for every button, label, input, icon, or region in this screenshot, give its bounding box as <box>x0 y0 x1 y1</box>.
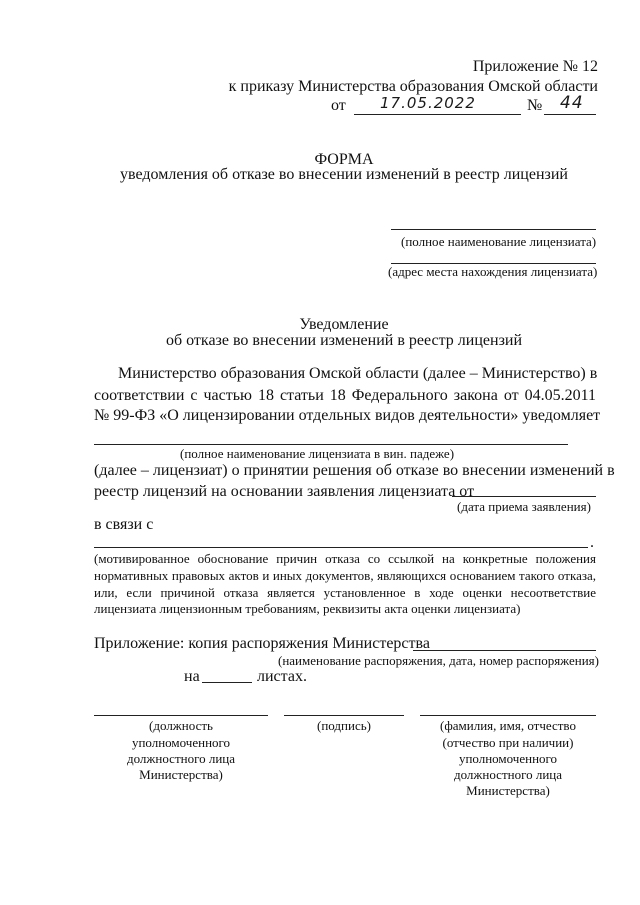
licensee-accusative-line <box>94 444 568 445</box>
sheets-line <box>202 682 252 683</box>
reason-line <box>94 547 588 548</box>
date-line <box>354 114 521 115</box>
number-prefix: № <box>527 97 543 114</box>
sheets-suffix: листах. <box>257 668 307 685</box>
order-reference: к приказу Министерства образования Омской области <box>228 78 598 95</box>
paragraph-1-line-1: Министерство образования Омской области (далее – Министерство) в <box>118 365 598 382</box>
application-date-caption: (дата приема заявления) <box>457 499 591 514</box>
reason-caption-line-1: (мотивированное обоснование причин отказа со ссылкой на конкретные положения <box>94 551 596 566</box>
full-name-line <box>420 715 596 716</box>
paragraph-1-line-2: соответствии с частью 18 статьи 18 Федерального закона от 04.05.2011 <box>94 387 596 404</box>
signature-caption: (подпись) <box>317 718 371 733</box>
full-name-caption-5: Министерства) <box>466 783 550 798</box>
position-caption-4: Министерства) <box>139 767 223 782</box>
position-caption-2: уполномоченного <box>131 735 231 750</box>
reason-caption-line-4: лицензиата лицензионным требованиям, реквизиты акта оценки лицензиата) <box>94 601 521 616</box>
form-title: ФОРМА <box>314 151 374 168</box>
licensee-accusative-caption: (полное наименование лицензиата в вин. падеже) <box>180 446 455 461</box>
appendix-number: Приложение № 12 <box>472 58 598 75</box>
full-name-caption-2: (отчество при наличии) <box>442 735 574 750</box>
position-line <box>94 715 268 716</box>
reason-period: . <box>590 534 594 551</box>
notice-subtitle: об отказе во внесении изменений в реестр лицензий <box>165 332 523 349</box>
attachment-label: Приложение: копия распоряжения Министерства <box>94 635 430 652</box>
paragraph-2-line-1: (далее – лицензиат) о принятии решения об отказе во внесении изменений в <box>94 462 615 479</box>
licensee-name-caption: (полное наименование лицензиата) <box>401 234 597 249</box>
order-number: 44 <box>560 93 584 113</box>
full-name-caption-4: должностного лица <box>453 767 563 782</box>
notice-title: Уведомление <box>299 316 389 333</box>
application-date-line <box>452 496 596 497</box>
attachment-caption: (наименование распоряжения, дата, номер распоряжения) <box>278 653 599 668</box>
number-line <box>544 114 596 115</box>
paragraph-2-line-2: реестр лицензий на основании заявления лицензиата от <box>94 483 475 500</box>
form-subtitle: уведомления об отказе во внесении изменений в реестр лицензий <box>120 166 568 183</box>
sheets-prefix: на <box>184 668 200 685</box>
licensee-address-caption: (адрес места нахождения лицензиата) <box>388 264 598 279</box>
reason-caption-line-2: нормативных правовых актов и иных документов, являющихся основанием такого отказа, <box>94 568 596 583</box>
full-name-caption-1: (фамилия, имя, отчество <box>440 718 576 733</box>
licensee-name-line <box>391 229 596 230</box>
full-name-caption-3: уполномоченного <box>458 751 558 766</box>
signature-line <box>284 715 404 716</box>
position-caption-1: (должность <box>149 718 213 733</box>
reason-prefix: в связи с <box>94 516 154 533</box>
attachment-line <box>413 650 596 651</box>
order-date: 17.05.2022 <box>380 94 476 112</box>
position-caption-3: должностного лица <box>126 751 236 766</box>
reason-caption-line-3: или, если причиной отказа является установленное в ходе оценки несоответствие <box>94 585 596 600</box>
paragraph-1-line-3: № 99-ФЗ «О лицензировании отдельных видов деятельности» уведомляет <box>94 407 601 424</box>
date-prefix: от <box>331 97 346 114</box>
